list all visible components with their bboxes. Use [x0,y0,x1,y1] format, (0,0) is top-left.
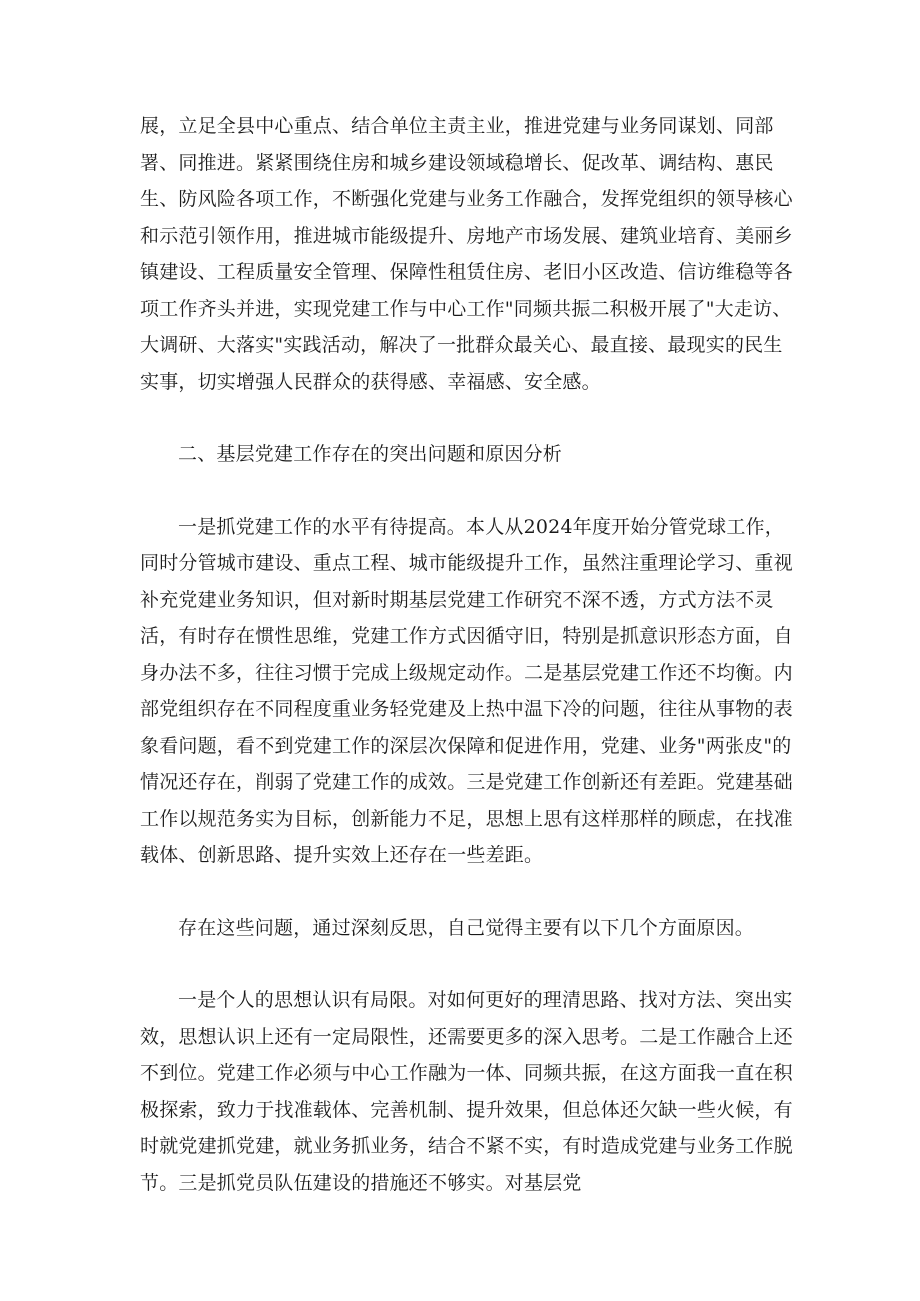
paragraph-gap [140,473,800,509]
paragraph-gap [140,874,800,910]
section-heading: 二、基层党建工作存在的突出问题和原因分析 [178,443,563,465]
paragraph-causes: 一是个人的思想认识有局限。对如何更好的理清思路、找对方法、突出实效，思想认识上还有一定局限性，还需要更多的深入思考。二是工作融合上还不到位。党建工作必须与中心工作融为一体、同频共振，在这方面我一直在积极探索，致力于找准载体、完善机制、提升效果，但总体还欠缺一些火候，有时就党建抓党建，就业务抓业务，结合不紧不实，有时造成党建与业务工作脱节。三是抓党员队伍建设的措施还不够实。对基层党 [140,989,793,1194]
paragraph-gap [140,946,800,982]
paragraph-continuation: 展，立足全县中心重点、结合单位主责主业，推进党建与业务同谋划、同部署、同推进。紧紧围绕住房和城乡建设领域稳增长、促改革、调结构、惠民生、防风险各项工作，不断强化党建与业务工作融合，发挥党组织的领导核心和示范引领作用，推进城市能级提升、房地产市场发展、建筑业培育、美丽乡镇建设、工程质量安全管理、保障性租赁住房、老旧小区改造、信访维稳等各项工作齐头并进，实现党建工作与中心工作"同频共振二积极开展了"大走访、大调研、大落实"实践活动，解决了一批群众最关心、最直接、最现实的民生实事，切实增强人民群众的获得感、幸福感、安全感。 [140,115,793,393]
paragraph-reflection: 存在这些问题，通过深刻反思，自己觉得主要有以下几个方面原因。 [178,916,755,939]
paragraph-gap [140,400,800,436]
document-body [140,108,800,1201]
paragraph-problems: 一是抓党建工作的水平有待提高。本人从2024年度开始分管党球工作，同时分管城市建设、重点工程、城市能级提升工作，虽然注重理论学习、重视补充党建业务知识，但对新时期基层党建工作研究不深不透，方式方法不灵活，有时存在惯性思维，党建工作方式因循守旧，特别是抓意识形态方面，自身办法不多，往往习惯于完成上级规定动作。二是基层党建工作还不均衡。内部党组织存在不同程度重业务轻党建及上热中温下冷的问题，往往从事物的表象看问题，看不到党建工作的深层次保障和促进作用，党建、业务"两张皮"的情况还存在，削弱了党建工作的成效。三是党建工作创新还有差距。党建基础工作以规范务实为目标，创新能力不足，思想上思有这样那样的顾虑，在找准载体、创新思路、提升实效上还存在一些差距。 [140,515,793,866]
